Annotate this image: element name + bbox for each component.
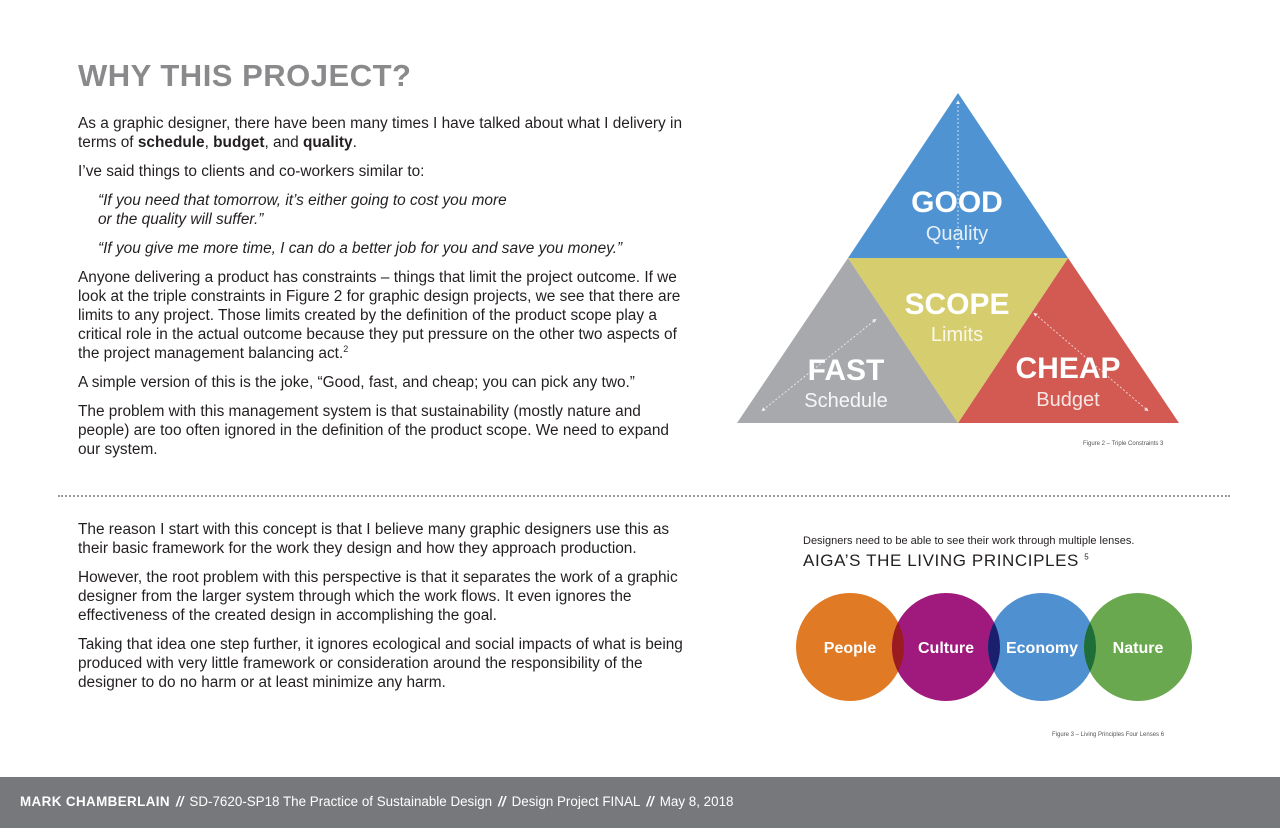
constraints-paragraph: Anyone delivering a product has constraints – things that limit the project outcome. If we look at the triple constraints in Figure 2 for graphic design projects, we see that there are limits to any project. Those limits created by the definition of the product scope play a critical role in the actual outcome because they put pressure on the other two aspects of the project management balancing act.$^2$	[78, 269, 681, 362]
economy-label: Economy	[1005, 640, 1079, 657]
footer-separator: //	[175, 794, 184, 809]
section-divider	[58, 495, 1230, 497]
scope-label: SCOPE	[904, 288, 1010, 321]
scope-sublabel: Limits	[930, 324, 984, 346]
author-name: MARK CHAMBERLAIN	[20, 794, 170, 809]
footer-separator: //	[646, 794, 654, 809]
course-name: SD-7620-SP18 The Practice of Sustainable Design	[189, 794, 493, 809]
keyword-schedule: schedule	[137, 134, 205, 151]
keyword-budget: budget	[213, 134, 265, 151]
intro-text-column	[78, 114, 690, 469]
cheap-label: CHEAP	[1015, 352, 1121, 385]
good-sublabel: Quality	[925, 223, 989, 245]
triple-constraints-diagram	[733, 88, 1183, 428]
figure-3-caption: Figure 3 – Living Principles Four Lenses 6	[1052, 732, 1165, 738]
page-title: WHY THIS PROJECT?	[78, 58, 412, 93]
framework-text-column	[78, 520, 690, 702]
nature-label: Nature	[1112, 640, 1164, 657]
footer-bar	[0, 777, 1280, 828]
good-label: GOOD	[911, 186, 1003, 219]
quote-tomorrow: “If you need that tomorrow, it’s either going to cost you more or the quality will suffer.”	[98, 192, 507, 228]
problem-paragraph: The problem with this management system is that sustainability (mostly nature and people) are too often ignored in the definition of the product scope. We need to expand our system.	[78, 403, 669, 458]
intro-paragraph: As a graphic designer, there have been many times I have talked about what I delivery in terms of schedule, budget, and quality.	[78, 115, 683, 151]
footer-text	[20, 794, 733, 809]
footer-separator: //	[498, 794, 506, 809]
figure-2-caption: Figure 2 – Triple Constraints 3	[1083, 441, 1164, 447]
living-principles-diagram	[790, 585, 1210, 710]
lenses-intro: Designers need to be able to see their work through multiple lenses.	[803, 535, 1135, 547]
fast-label: FAST	[807, 354, 885, 387]
joke-paragraph: A simple version of this is the joke, “Good, fast, and cheap; you can pick any two.”	[78, 374, 635, 391]
fast-sublabel: Schedule	[804, 390, 888, 412]
project-name: Design Project FINAL	[511, 794, 641, 809]
impacts-paragraph: Taking that idea one step further, it ignores ecological and social impacts of what is being produced with very little framework or consideration around the responsibility of the designer to do no harm or at least minimize any harm.	[78, 636, 683, 691]
footer-date: May 8, 2018	[659, 794, 734, 809]
quote-more-time: “If you give me more time, I can do a better job for you and save you money.”	[98, 240, 623, 257]
footnote-ref: 2	[343, 343, 349, 354]
living-principles-title: AIGA’S THE LIVING PRINCIPLES $^5$	[803, 551, 1090, 570]
footnote-ref: 5	[1084, 552, 1090, 562]
framework-paragraph: The reason I start with this concept is that I believe many graphic designers use this as their basic framework for the work they design and how they approach production.	[78, 521, 670, 557]
people-label: People	[823, 640, 877, 657]
keyword-quality: quality	[302, 134, 353, 151]
clients-paragraph: I’ve said things to clients and co-workers similar to:	[78, 163, 425, 180]
cheap-sublabel: Budget	[1036, 389, 1100, 411]
culture-label: Culture	[918, 640, 974, 657]
root-problem-paragraph: However, the root problem with this perspective is that it separates the work of a graphic designer from the larger system through which the work flows. It even ignores the effectiveness of the created design in accomplishing the goal.	[78, 569, 678, 624]
